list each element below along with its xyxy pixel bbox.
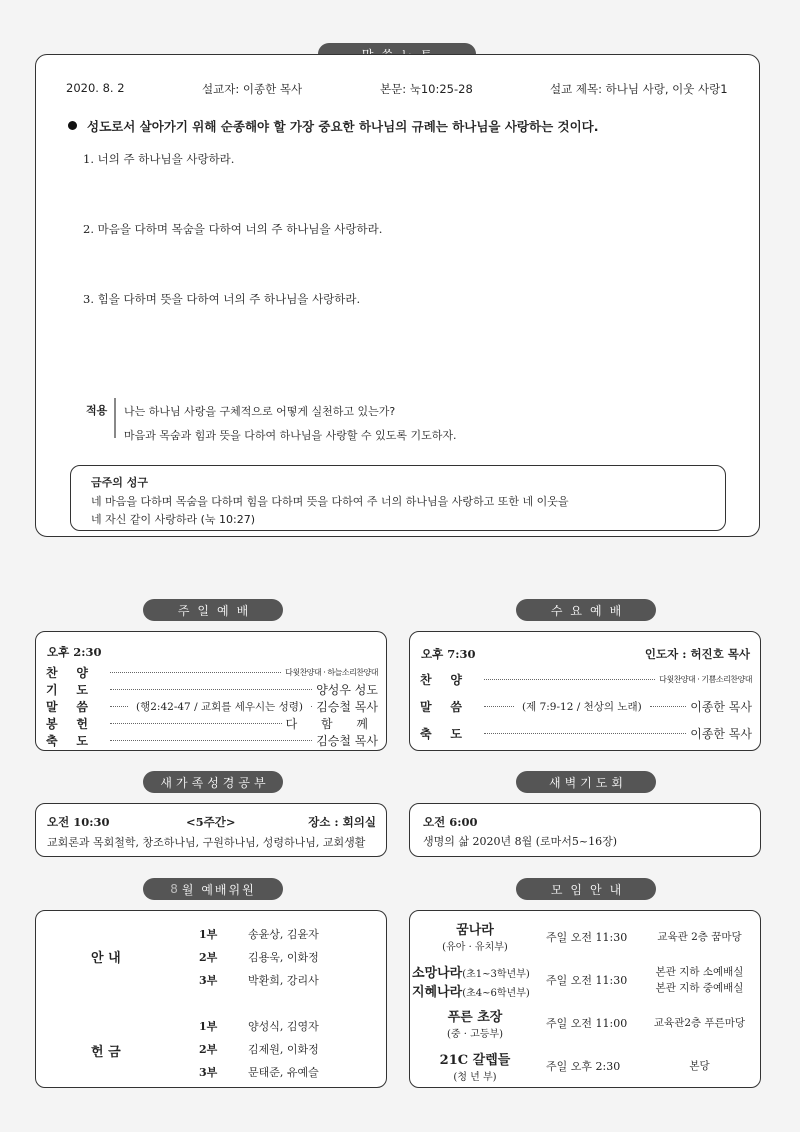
meeting-time: 주일 오전 11:00: [546, 1017, 628, 1030]
service-time: 오후 2:30: [47, 645, 102, 659]
section-title-wednesday: 수요예배: [516, 599, 656, 621]
row-value: 다윗찬양대 · 하늘소리찬양대: [285, 667, 378, 677]
leader-dots: [110, 723, 282, 724]
dawn-prayer-panel: [409, 803, 761, 857]
meeting-place: 교육관 2층 꿈마당: [657, 931, 742, 943]
apply-line: 나는 하나님 사랑을 구체적으로 어떻게 실천하고 있는가?: [124, 405, 396, 418]
service-row: [46, 680, 378, 698]
sermon-point: 2. 마음을 다하며 목숨을 다하여 너의 주 하나님을 사랑하라.: [83, 222, 383, 236]
service-row: [420, 670, 752, 688]
leader-dots: [484, 733, 686, 734]
leader-dots: [110, 706, 128, 707]
weekly-verse-box: [70, 465, 726, 531]
row-value: 다 함 께: [285, 716, 378, 731]
prayer-desc: 생명의 삶 2020년 8월 (로마서5~16장): [423, 835, 618, 848]
apply-label: 적용: [86, 404, 108, 417]
row-value: 양성우 성도: [316, 682, 378, 697]
section-title-family-study: 새가족성경공부: [143, 771, 283, 793]
service-time: 오후 7:30: [421, 647, 476, 661]
service-row: [420, 724, 752, 742]
row-label: 말 씀: [46, 699, 88, 714]
leader-dots: [110, 740, 312, 741]
row-label: 축 도: [46, 733, 88, 748]
meeting-place: 본관 지하 중예배실: [655, 982, 744, 994]
service-row: [46, 731, 378, 749]
sermon-scripture: 본문: 눅10:25-28: [380, 82, 473, 96]
section-title-sunday: 주일예배: [143, 599, 283, 621]
sunday-service-panel: [35, 631, 387, 751]
row-value: 다윗찬양대 · 기쁨소리찬양대: [659, 674, 752, 684]
meeting-place: 교육관2층 푸른마당: [653, 1017, 746, 1029]
service-row: [46, 663, 378, 681]
family-study-panel: [35, 803, 387, 857]
leader-dots: [311, 706, 312, 707]
sermon-notes-panel: [35, 54, 760, 537]
leader-dots: [650, 706, 686, 707]
sermon-title: 설교 제목: 하나님 사랑, 이웃 사랑1: [550, 82, 728, 96]
row-label: 말 씀: [420, 699, 462, 714]
service-leader: 인도자 : 허진호 목사: [644, 647, 750, 661]
verse-title: 금주의 성구: [91, 476, 148, 489]
row-value: 김승철 목사: [316, 699, 378, 714]
leader-dots: [484, 706, 514, 707]
meeting-time: 주일 오전 11:30: [546, 974, 628, 987]
study-time: 오전 10:30: [47, 815, 110, 829]
meeting-name: 꿈나라 (유아 · 유치부): [442, 923, 508, 953]
meeting-name: 푸른 초장 (중 · 고등부): [447, 1010, 503, 1040]
sermon-point: 3. 힘을 다하며 뜻을 다하여 너의 주 하나님을 사랑하라.: [83, 292, 361, 306]
row-value: 김승철 목사: [316, 733, 378, 748]
month-number: 8: [170, 882, 178, 896]
row-detail: (행2:42-47 / 교회를 세우시는 성령): [136, 700, 303, 713]
row-value: 이종한 목사: [690, 726, 752, 741]
row-label: 기 도: [46, 682, 88, 697]
service-row: [46, 697, 378, 715]
section-title-dawn-prayer: 새벽기도회: [516, 771, 656, 793]
sermon-point: 1. 너의 주 하나님을 사랑하라.: [83, 152, 235, 166]
service-row: [46, 714, 378, 732]
leader-dots: [484, 679, 655, 680]
row-label: 찬 양: [46, 665, 88, 680]
verse-line: 네 자신 같이 사랑하라 (눅 10:27): [91, 513, 256, 526]
meetings-panel: [409, 910, 761, 1088]
meeting-name: 소망나라(초1~3학년부) 지혜나라(초4~6학년부): [412, 966, 530, 1000]
sermon-topic: 성도로서 살아가기 위해 순종해야 할 가장 중요한 하나님의 규례는 하나님을 사랑하는 것이다.: [68, 117, 598, 135]
row-detail: (제 7:9-12 / 천상의 노래): [522, 700, 642, 713]
study-topics: 교회론과 목회철학, 창조하나님, 구원하나님, 성령하나님, 교회생활: [47, 836, 366, 849]
study-duration: <5주간>: [186, 815, 236, 829]
service-row: [420, 697, 752, 715]
meeting-place: 본당: [689, 1060, 710, 1072]
meeting-time: 주일 오후 2:30: [546, 1060, 621, 1073]
committee-panel: 안 내 1부 송윤상, 김윤자 2부 김용욱, 이화정 3부 박환희, 강리사 헌 금 1부 양성식, 김영자 2부 김제원, 이화정 3부 문태준, 유예슬: [35, 910, 387, 1088]
section-title-meetings: 모임안내: [516, 878, 656, 900]
leader-dots: [110, 689, 312, 690]
meeting-name: 21C 갈렙들 (청 년 부): [439, 1053, 511, 1083]
section-title-committee: 8 월 예배위원: [143, 878, 283, 900]
prayer-time: 오전 6:00: [423, 815, 478, 829]
apply-line: 마음과 목숨과 힘과 뜻을 다하여 하나님을 사랑할 수 있도록 기도하자.: [124, 429, 457, 442]
committee-group-name: 헌 금: [91, 1045, 121, 1060]
apply-divider: [114, 398, 116, 438]
row-label: 봉 헌: [46, 716, 88, 731]
sermon-date: 2020. 8. 2: [66, 81, 125, 95]
meeting-time: 주일 오전 11:30: [546, 931, 628, 944]
wednesday-service-panel: [409, 631, 761, 751]
bullet-icon: [68, 121, 77, 130]
verse-line: 네 마음을 다하며 목숨을 다하며 힘을 다하며 뜻을 다하여 주 너의 하나님을 사랑하고 또한 네 이웃을: [91, 495, 569, 508]
row-value: 이종한 목사: [690, 699, 752, 714]
meeting-place: 본관 지하 소예배실: [655, 966, 744, 978]
row-label: 축 도: [420, 726, 462, 741]
sermon-preacher: 설교자: 이종한 목사: [202, 82, 303, 96]
leader-dots: [110, 672, 281, 673]
study-place: 장소 : 회의실: [308, 815, 376, 829]
committee-group-name: 안 내: [91, 951, 121, 966]
row-label: 찬 양: [420, 672, 462, 687]
